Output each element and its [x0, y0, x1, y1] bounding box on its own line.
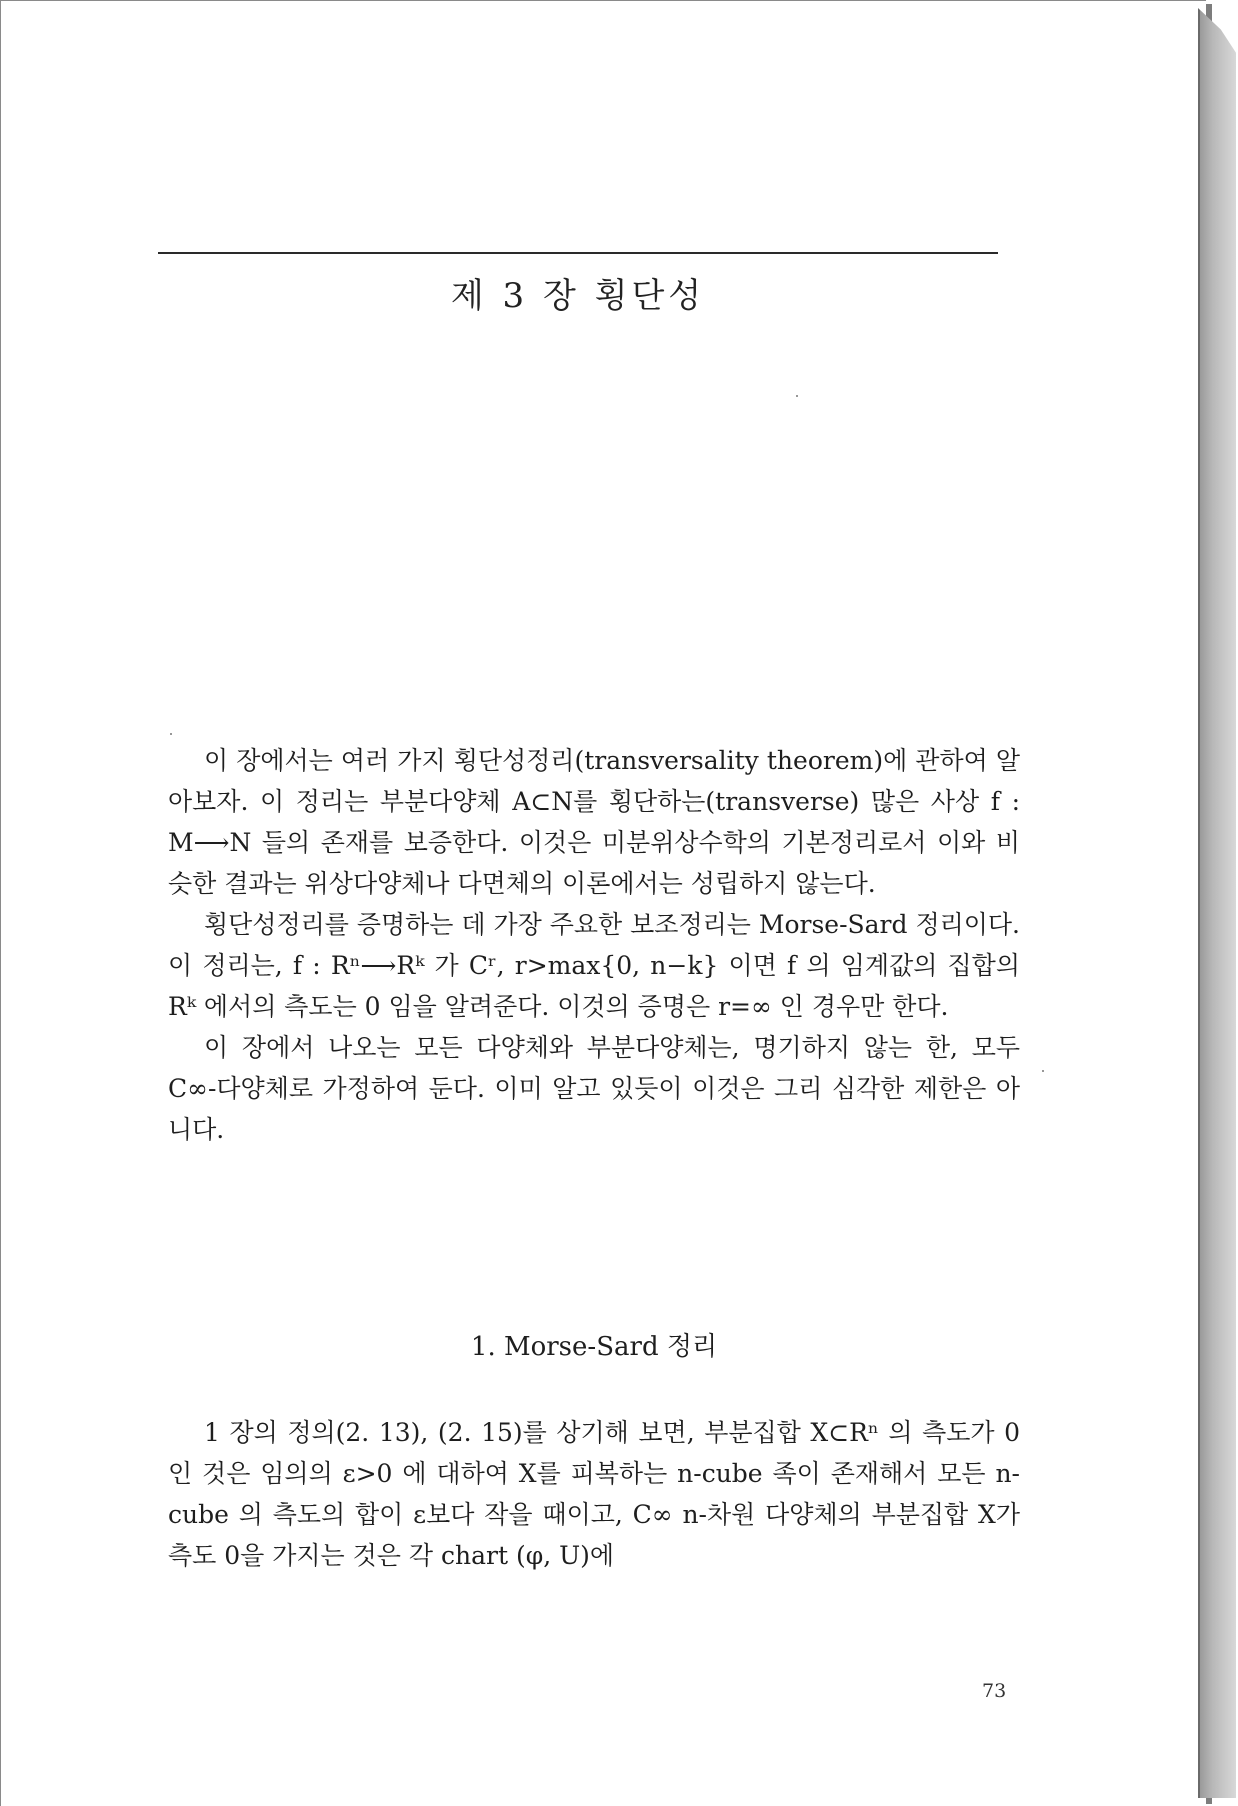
intro-paragraph-1: 이 장에서는 여러 가지 횡단성정리(transversality theorem)에 관하여 알아보자. 이 정리는 부분다양체 A⊂N를 횡단하는(transverse) 많은 사상 f : M⟶N 들의 존재를 보증한다. 이것은 미분위상수학의 기본정리로서 이와 비슷한 결과는 위상다양체나 다면체의 이론에서는 성립하지 않는다. [168, 746, 1020, 898]
intro-paragraph-3: 이 장에서 나오는 모든 다양체와 부분다양체는, 명기하지 않는 한, 모두 C∞-다양체로 가정하여 둔다. 이미 알고 있듯이 이것은 그리 심각한 제한은 아니다. [168, 1033, 1020, 1144]
scan-speck [796, 395, 798, 397]
intro-text [168, 740, 1020, 1150]
section-text [168, 1412, 1020, 1576]
section-paragraph: 1 장의 정의(2. 13), (2. 15)를 상기해 보면, 부분집합 X⊂Rⁿ 의 측도가 0 인 것은 임의의 ε>0 에 대하여 X를 피복하는 n-cube 족이 존재해서 모든 n-cube 의 측도의 합이 ε보다 작을 때이고, C∞ n-차원 다양체의 부분집합 X가 측도 0을 가지는 것은 각 chart (φ, U)에 [168, 1418, 1020, 1570]
section-title: 1. Morse-Sard 정리 [470, 1332, 718, 1362]
page-shadow [1198, 8, 1236, 1798]
scan-speck [1042, 1070, 1044, 1072]
chapter-title: 제 3 장 횡단성 [450, 276, 706, 316]
chapter-rule [158, 252, 998, 254]
scan-speck [170, 733, 172, 735]
intro-paragraph-2: 횡단성정리를 증명하는 데 가장 주요한 보조정리는 Morse-Sard 정리이다. 이 정리는, f : Rⁿ⟶Rᵏ 가 Cʳ, r>max{0, n−k} 이면 f 의 임계값의 집합의 Rᵏ 에서의 측도는 0 임을 알려준다. 이것의 증명은 r=∞ 인 경우만 한다. [168, 910, 1020, 1021]
page-number: 73 [982, 1680, 1007, 1702]
